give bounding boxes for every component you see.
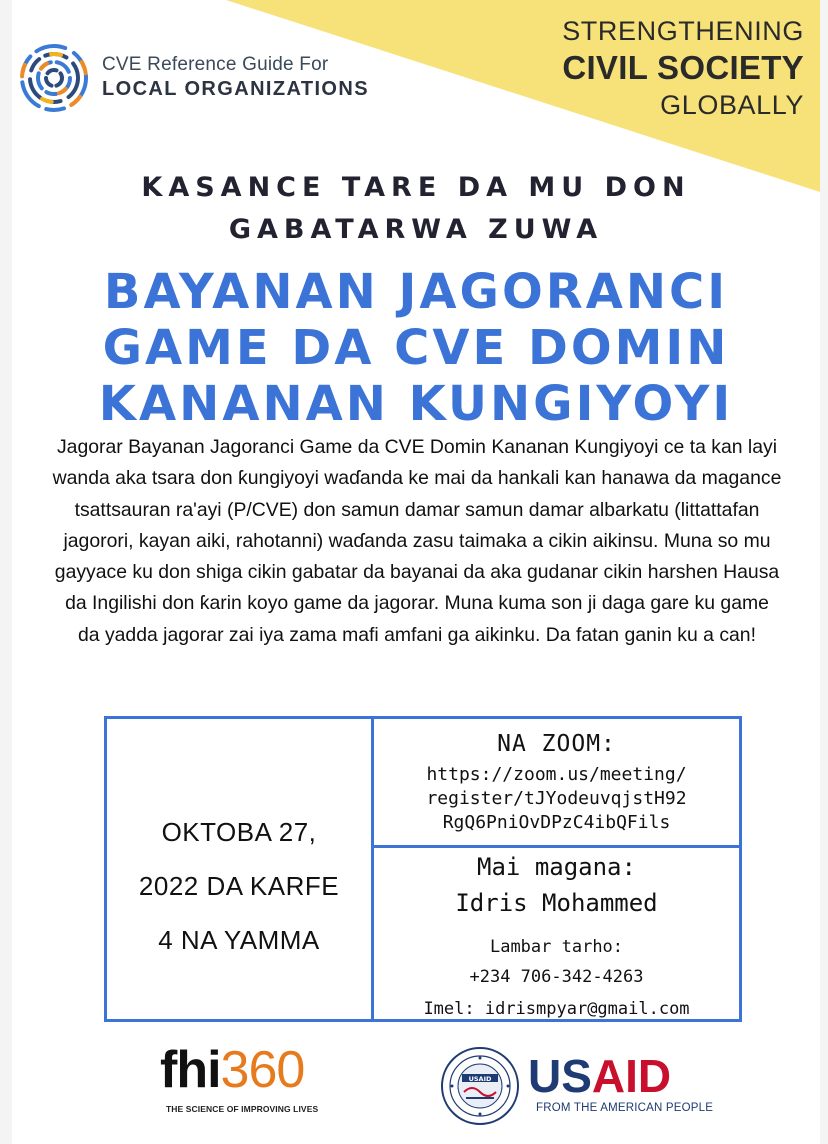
usaid-wordmark [528, 1048, 671, 1104]
tagline-block [562, 14, 804, 122]
headline-line-1: BAYANAN JAGORANCI [103, 264, 729, 320]
usaid-logo [440, 1046, 760, 1126]
usaid-seal-icon [440, 1046, 520, 1126]
flyer-page [12, 0, 820, 1144]
date-line-1: OKTOBA 27, [161, 817, 317, 847]
fhi-letters: fhi [160, 1041, 221, 1099]
invitation-subtitle-line-1: KASANCE TARE DA MU DON [141, 172, 691, 203]
usaid-us: US [528, 1050, 592, 1102]
tagline-line-1: STRENGTHENING [562, 16, 804, 46]
date-line-3: 4 NA YAMMA [158, 925, 320, 955]
zoom-link[interactable] [374, 763, 739, 835]
email-address[interactable]: Imel: idrismpyar@gmail.com [423, 999, 690, 1019]
event-date [107, 805, 371, 967]
usaid-subtitle: FROM THE AMERICAN PEOPLE [536, 1102, 714, 1114]
headline-line-3: KANANAN KUNGIYOYI [98, 376, 734, 432]
zoom-url-line-1[interactable]: https://zoom.us/meeting/ [426, 764, 687, 785]
speaker-title: Mai magana: [477, 853, 636, 881]
tagline-line-3: GLOBALLY [660, 90, 804, 120]
zoom-title: NA ZOOM: [497, 731, 616, 757]
zoom-url-line-2[interactable]: register/tJYodeuvqjstH92 [426, 788, 687, 809]
headline-line-2: GAME DA CVE DOMIN [102, 320, 730, 376]
logo-line-1: CVE Reference Guide For [102, 54, 329, 75]
fhi-number: 360 [220, 1041, 305, 1099]
fhi360-logo [160, 1040, 360, 1120]
usaid-aid: AID [591, 1050, 672, 1102]
description-paragraph: Jagorar Bayanan Jagoranci Game da CVE Domin Kananan Kungiyoyi ce ta kan layi wanda aka tsara don ƙungiyoyi waɗanda ke mai da hankali kan hanawa da magance tsattsauran ra'ayi (P/CVE) don samun damar samun damar albarkatu (littattafan jagorori, kayan aiki, rahotanni) waɗanda zasu taimaka a cikin aikinsu. Muna so mu gayyace ku don shiga cikin gabatar da bayanai da aka gudanar cikin harshen Hausa da Ingilishi don ƙarin koyo game da jagorar. Muna kuma son ji daga gare ku game da yadda jagorar zai iya zama mafi amfani ga aikinku. Da fatan ganin ku a can! [52, 436, 782, 646]
tagline-line-2: CIVIL SOCIETY [562, 49, 804, 86]
logo-line-2: LOCAL ORGANIZATIONS [102, 78, 369, 100]
zoom-url-line-3[interactable]: RgQ6PniOvDPzC4ibQFils [442, 812, 671, 833]
invitation-subtitle-line-2: GABATARWA ZUWA [228, 214, 604, 245]
fhi-tagline: THE SCIENCE OF IMPROVING LIVES [166, 1104, 319, 1114]
speaker-name: Idris Mohammed [455, 889, 658, 917]
date-line-2: 2022 DA KARFE [138, 871, 340, 901]
phone-number[interactable]: +234 706-342-4263 [469, 967, 644, 987]
phone-label: Lambar tarho: [489, 937, 624, 957]
box-horizontal-divider [371, 845, 739, 848]
seal-label: USAID [468, 1075, 492, 1083]
cve-guide-logo [18, 40, 398, 120]
event-details-box [104, 716, 742, 1022]
concentric-rings-icon [18, 42, 90, 114]
